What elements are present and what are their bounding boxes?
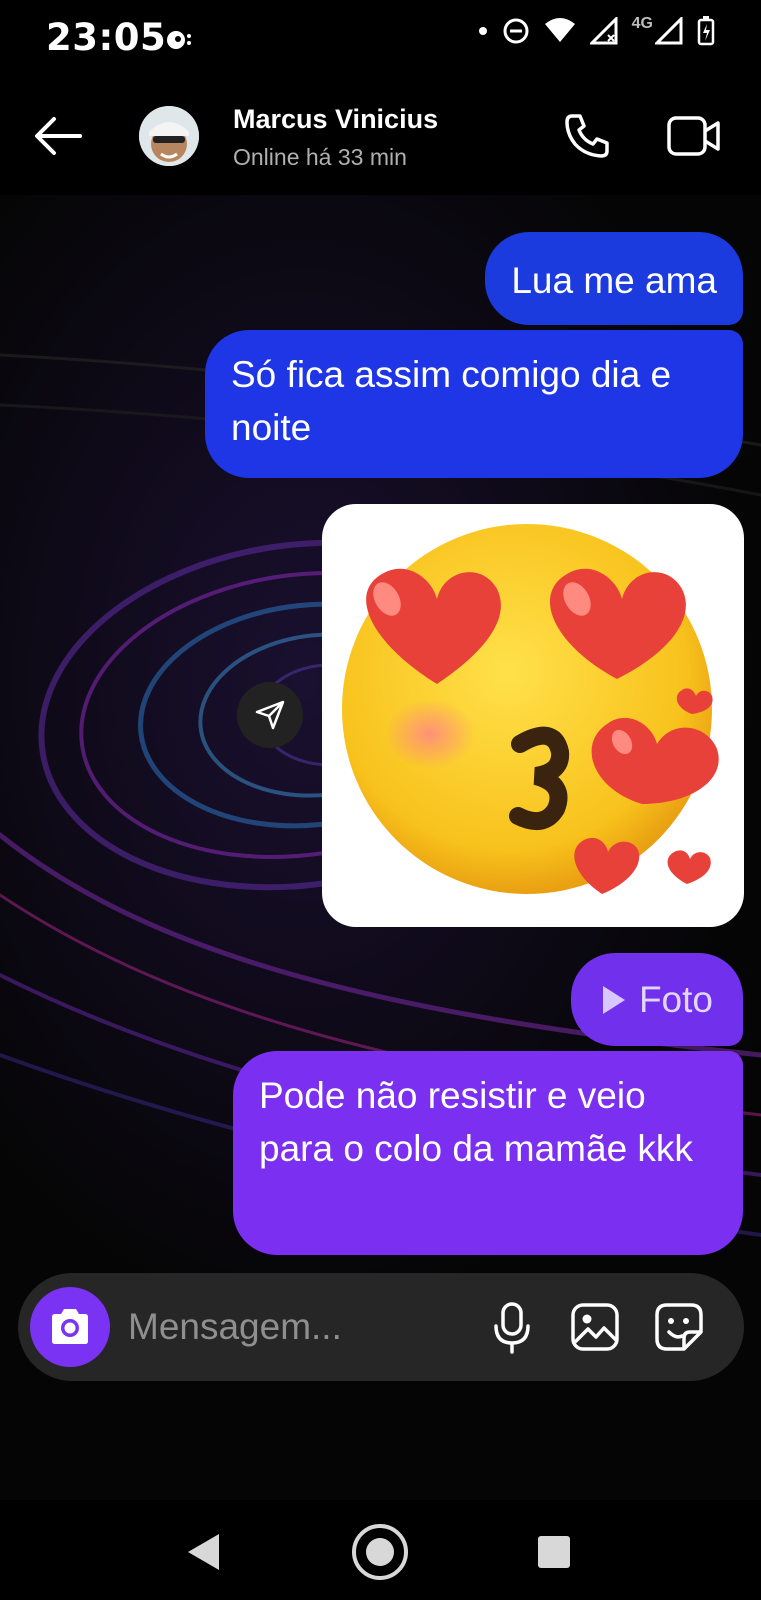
kissing-face-heart-eyes-sticker [322, 504, 744, 927]
share-button[interactable] [237, 682, 303, 748]
triangle-back-icon[interactable] [185, 1532, 221, 1572]
dot-icon [478, 26, 488, 36]
message-composer [18, 1273, 744, 1381]
media-message[interactable] [571, 953, 743, 1046]
signal-icon [590, 17, 618, 45]
phone-icon[interactable] [563, 112, 611, 160]
message-text: Pode não resistir e veio para o colo da mamãe kkk [259, 1075, 693, 1169]
do-not-disturb-icon [502, 17, 530, 45]
status-time: 23:05 [46, 16, 167, 59]
chat-header [0, 78, 761, 195]
message-text: Lua me ama [511, 260, 717, 301]
play-icon [603, 986, 625, 1014]
message-bubble[interactable] [485, 232, 743, 325]
camera-icon [48, 1307, 92, 1347]
message-text: Só fica assim comigo dia e noite [231, 354, 672, 448]
sticker-icon[interactable] [654, 1302, 704, 1352]
wifi-icon [544, 18, 576, 44]
message-bubble[interactable] [205, 330, 743, 478]
message-input[interactable] [128, 1297, 458, 1357]
message-text: Foto [638, 979, 713, 1020]
image-gallery-icon[interactable] [570, 1302, 620, 1352]
square-recents-icon[interactable] [538, 1536, 570, 1568]
camera-button[interactable] [30, 1287, 110, 1367]
status-bar [0, 0, 761, 78]
send-icon [254, 699, 286, 731]
image-message[interactable] [322, 504, 744, 927]
contact-status: Online há 33 min [233, 144, 407, 170]
battery-icon [697, 16, 715, 46]
arrow-left-icon[interactable] [32, 114, 84, 158]
system-nav-bar [0, 1500, 761, 1600]
notification-icon [164, 28, 194, 52]
message-bubble[interactable] [233, 1051, 743, 1255]
signal-icon-2 [655, 17, 683, 45]
contact-name[interactable]: Marcus Vinicius [233, 104, 439, 134]
home-circle-icon[interactable] [350, 1522, 410, 1582]
video-camera-icon[interactable] [666, 112, 722, 160]
avatar-image [139, 106, 199, 166]
avatar[interactable] [139, 106, 199, 166]
microphone-icon[interactable] [488, 1301, 536, 1355]
network-type: 4G [631, 15, 653, 32]
